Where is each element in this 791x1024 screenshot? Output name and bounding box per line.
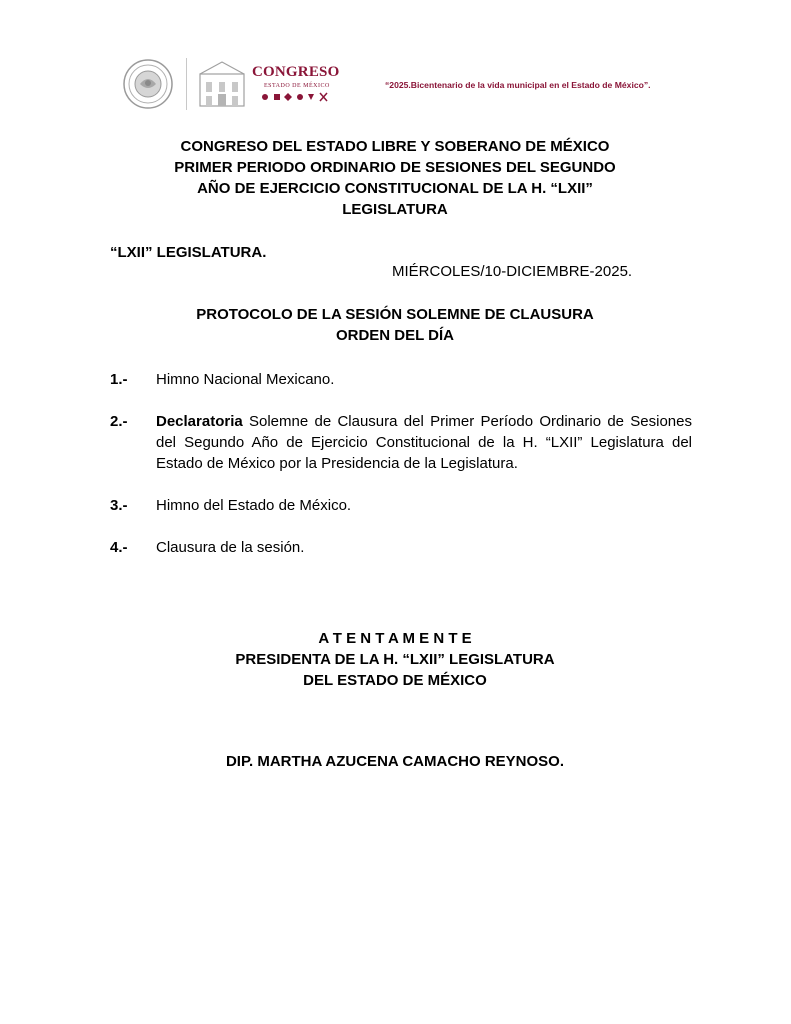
title-line: LEGISLATURA (342, 201, 448, 218)
signature-line: PRESIDENTA DE LA H. “LXII” LEGISLATURA (235, 651, 555, 668)
document-title (110, 136, 680, 220)
legislature-label: “LXII” LEGISLATURA. (110, 244, 267, 261)
logo-title: CONGRESO (252, 64, 340, 80)
signature-block (110, 628, 680, 691)
protocol-line: PROTOCOLO DE LA SESIÓN SOLEMNE DE CLAUSURA (196, 306, 594, 323)
title-line: CONGRESO DEL ESTADO LIBRE Y SOBERANO DE MÉXICO (180, 138, 610, 155)
agenda-item (110, 369, 692, 390)
agenda-item-rest: Solemne de Clausura del Primer Período Ordinario de Sesiones del Segundo Año de Ejercicio Constitucional de la H. “LXII” Legislatura del Estado de México por la Presidencia de la Legislatura. (156, 413, 692, 472)
title-line: AÑO DE EJERCICIO CONSTITUCIONAL DE LA H. “LXII” (197, 180, 593, 197)
signature-line: DEL ESTADO DE MÉXICO (303, 672, 487, 689)
motto: “2025.Bicentenario de la vida municipal en el Estado de México”. (385, 80, 651, 90)
agenda-list (110, 369, 692, 558)
agenda-item (110, 495, 692, 516)
glyph-symbols-icon (260, 92, 330, 102)
state-seal-icon (122, 58, 174, 110)
agenda-item-number: 2.- (110, 413, 128, 430)
agenda-item-number: 3.- (110, 497, 128, 514)
agenda-item-number: 1.- (110, 371, 128, 388)
agenda-item-text: Clausura de la sesión. (156, 539, 305, 556)
logo-subtitle: ESTADO DE MÉXICO (264, 83, 330, 89)
protocol-heading (110, 304, 680, 346)
congress-building-icon (196, 58, 248, 110)
session-date: MIÉRCOLES/10-DICIEMBRE-2025. (392, 263, 633, 280)
agenda-item (110, 411, 692, 474)
agenda-heading: ORDEN DEL DÍA (335, 327, 455, 344)
signature-line: A T E N T A M E N T E (318, 630, 472, 647)
agenda-item-text: Himno Nacional Mexicano. (156, 371, 335, 388)
logo-divider (186, 58, 187, 110)
agenda-item-bold: Declaratoria (156, 413, 243, 430)
agenda-item-text (156, 411, 692, 474)
agenda-item (110, 537, 692, 558)
letterhead (118, 52, 678, 114)
agenda-item-text: Himno del Estado de México. (156, 497, 352, 514)
agenda-item-number: 4.- (110, 539, 128, 556)
signer-name: DIP. MARTHA AZUCENA CAMACHO REYNOSO. (225, 753, 565, 770)
title-line: PRIMER PERIODO ORDINARIO DE SESIONES DEL SEGUNDO (174, 159, 616, 176)
